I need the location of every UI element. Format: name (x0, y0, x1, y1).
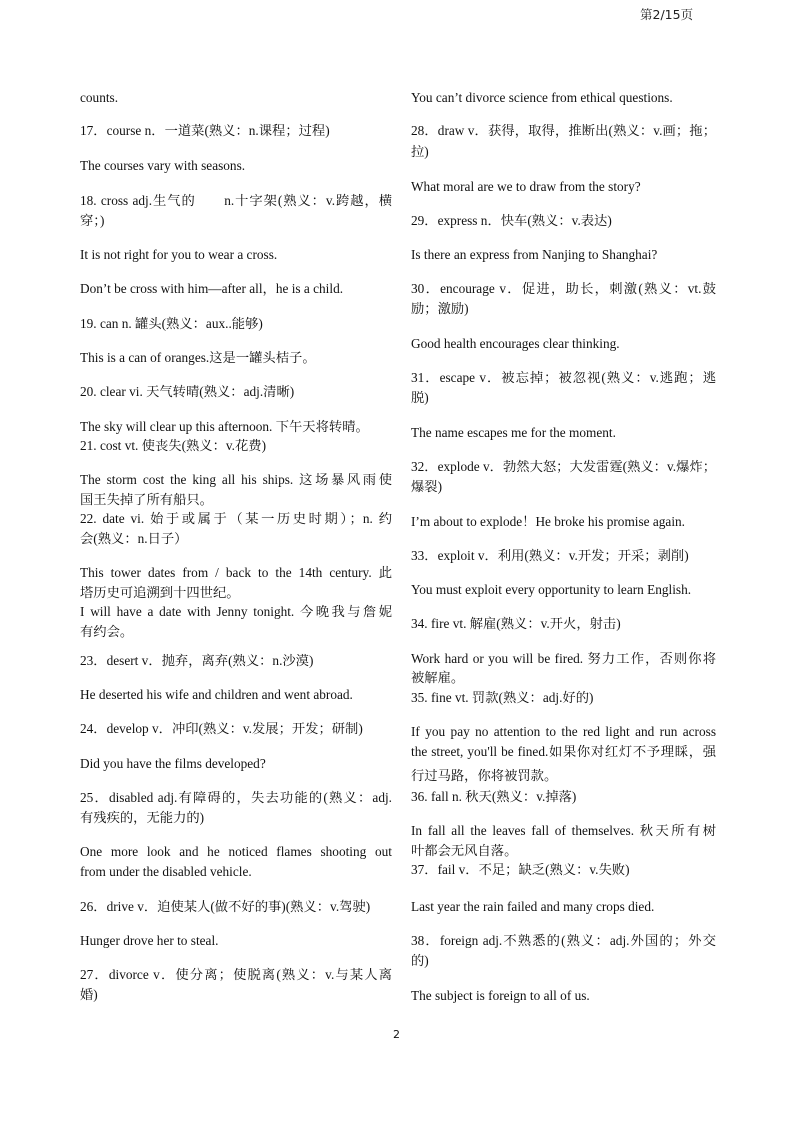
text-line: 国王失掉了所有船只。 (80, 492, 213, 507)
text-line: from under the disabled vehicle. (80, 864, 252, 879)
text-line: 36. fall n. 秋天(熟义：v.掉落) (411, 789, 577, 804)
text-line: The name escapes me for the moment. (411, 425, 616, 440)
text-line: 会(熟义：n.日子） (80, 531, 188, 546)
text-line: 拉) (411, 144, 429, 159)
text-line: The sky will clear up this afternoon. 下午天将转晴。 (80, 419, 369, 434)
text-line: What moral are we to draw from the story? (411, 179, 641, 194)
text-line: Work hard or you will be fired. 努力工作，否则你将 (411, 651, 716, 666)
text-line: 34. fire vt. 解雇(熟义：v.开火，射击) (411, 616, 621, 631)
text-line: Don’t be cross with him—after all，he is a child. (80, 281, 344, 296)
text-line: 励；激励) (411, 301, 469, 316)
text-line: 25．disabled adj.有障碍的，失去功能的(熟义：adj. (80, 790, 392, 805)
text-line: 24．develop v．冲印(熟义：v.发展；开发；研制) (80, 721, 363, 736)
text-line: I’m about to explode！He broke his promise again. (411, 514, 685, 529)
text-line: 26．drive v．迫使某人(做不好的事)(熟义：v.驾驶) (80, 899, 371, 914)
text-line: Hunger drove her to steal. (80, 933, 219, 948)
text-line: counts. (80, 90, 119, 105)
text-line: He deserted his wife and children and went abroad. (80, 687, 353, 702)
text-line: 29．express n．快车(熟义：v.表达) (411, 213, 612, 228)
text-line: 22. date vi. 始于或属于（某一历史时期）；n. 约 (80, 511, 392, 526)
text-line: 28．draw v．获得，取得，推断出(熟义：v.画；拖； (411, 123, 716, 138)
text-line: It is not right for you to wear a cross. (80, 247, 278, 262)
text-line: 有约会。 (80, 624, 134, 639)
text-line: 脱) (411, 390, 429, 405)
text-line: 20. clear vi. 天气转晴(熟义：adj.清晰) (80, 384, 295, 399)
text-line: 37．fail v．不足；缺乏(熟义：v.失败) (411, 862, 630, 877)
page-number: 2 (393, 1028, 400, 1041)
text-line: the street, you'll be fined.如果你对红灯不予理睬，强 (411, 744, 716, 759)
text-line: You can’t divorce science from ethical questions. (411, 90, 673, 105)
text-line: If you pay no attention to the red light and run across (411, 724, 716, 739)
text-line: 行过马路，你将被罚款。 (411, 768, 558, 783)
text-line: 被解雇。 (411, 670, 465, 685)
text-line: 19. can n. 罐头(熟义：aux..能够) (80, 316, 263, 331)
text-line: 38．foreign adj.不熟悉的(熟义：adj.外国的；外交 (411, 933, 716, 948)
text-line: 的) (411, 953, 429, 968)
text-line: You must exploit every opportunity to learn English. (411, 582, 692, 597)
text-line: 17．course n．一道菜(熟义：n.课程；过程) (80, 123, 330, 138)
text-line: 27．divorce v．使分离；使脱离(熟义：v.与某人离 (80, 967, 392, 982)
text-line: One more look and he noticed flames shooting out (80, 844, 392, 859)
text-line: Good health encourages clear thinking. (411, 336, 620, 351)
text-line: The subject is foreign to all of us. (411, 988, 590, 1003)
text-line: 23．desert v．抛弃，离弃(熟义：n.沙漠) (80, 653, 314, 668)
text-line: This tower dates from / back to the 14th century. 此 (80, 565, 392, 580)
text-line: 穿；) (80, 213, 105, 228)
text-line: 爆裂) (411, 479, 443, 494)
text-line: This is a can of oranges.这是一罐头桔子。 (80, 350, 316, 365)
text-line: 叶都会无风自落。 (411, 843, 518, 858)
text-line: I will have a date with Jenny tonight. 今晚我与詹妮 (80, 604, 392, 619)
text-line: 有残疾的，无能力的) (80, 810, 205, 825)
text-line: 31．escape v．被忘掉；被忽视(熟义：v.逃跑；逃 (411, 370, 716, 385)
text-line: 32．explode v．勃然大怒；大发雷霆(熟义：v.爆炸； (411, 459, 716, 474)
text-line: In fall all the leaves fall of themselves. 秋天所有树 (411, 823, 716, 838)
text-line: 33．exploit v．利用(熟义：v.开发；开采；剥削) (411, 548, 689, 563)
text-line: Last year the rain failed and many crops died. (411, 899, 655, 914)
text-line: 21. cost vt. 使丧失(熟义：v.花费) (80, 438, 267, 453)
page-indicator: 第2/15页 (640, 7, 694, 22)
text-line: 18. cross adj.生气的 n.十字架(熟义：v.跨越，横 (80, 193, 392, 208)
text-line: 30．encourage v．促进，助长，刺激(熟义：vt.鼓 (411, 281, 716, 296)
text-line: 婚) (80, 987, 98, 1002)
text-line: The storm cost the king all his ships. 这场暴风雨使 (80, 472, 392, 487)
text-line: 35. fine vt. 罚款(熟义：adj.好的) (411, 690, 594, 705)
text-line: The courses vary with seasons. (80, 158, 246, 173)
text-line: Is there an express from Nanjing to Shanghai? (411, 247, 658, 262)
text-line: Did you have the films developed? (80, 756, 266, 771)
text-line: 塔历史可追溯到十四世纪。 (80, 585, 240, 600)
